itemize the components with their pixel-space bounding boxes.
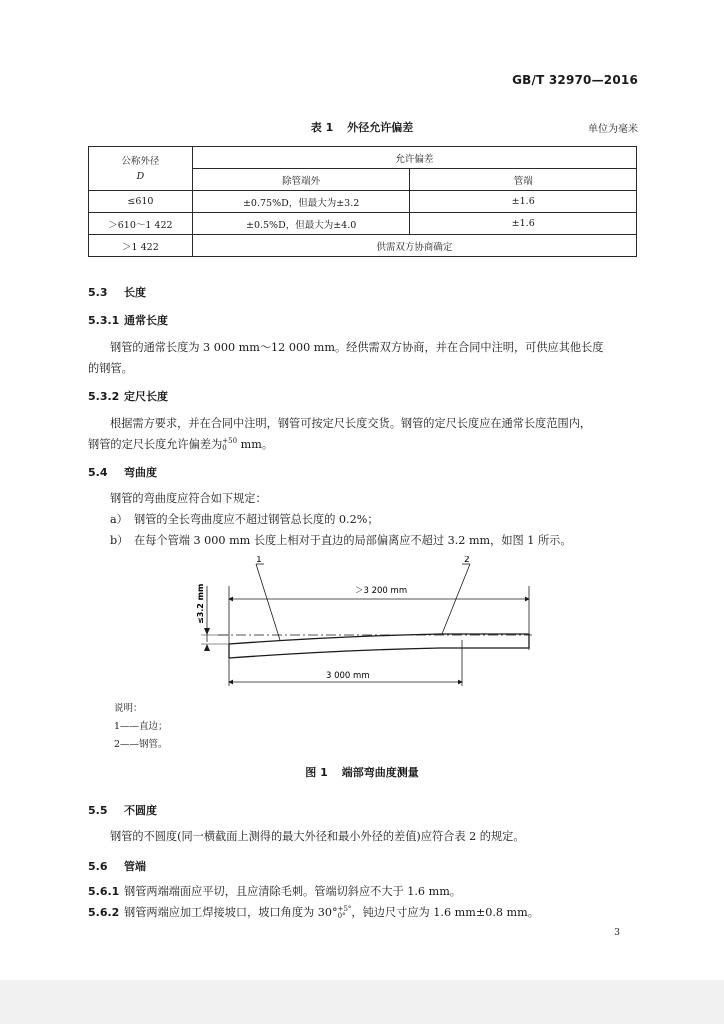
table-row xyxy=(89,191,637,213)
figure-legend-item-2: 2——钢管。 xyxy=(114,739,168,750)
text-run: mm。 xyxy=(237,438,274,451)
section-5-3-heading xyxy=(88,284,146,300)
section-number: 5.5 xyxy=(88,804,108,817)
pipe-top-edge xyxy=(229,634,529,644)
section-number: 5.6 xyxy=(88,860,108,873)
section-title: 管端 xyxy=(124,860,146,873)
list-text: 在每个管端 3 000 mm 长度上相对于直边的局部偏离应不超过 3.2 mm，如图 1 所示。 xyxy=(134,534,572,547)
section-title: 长度 xyxy=(124,286,146,299)
list-label: b） xyxy=(110,534,129,547)
page-number: 3 xyxy=(614,928,620,938)
section-5-6-heading xyxy=(88,858,146,874)
cell-nominal: ＞610～1 422 xyxy=(89,213,193,235)
paragraph-line: 钢管的通常长度为 3 000 mm～12 000 mm。经供需双方协商，并在合同中注明，可供应其他长度 xyxy=(110,341,604,354)
section-title: 不圆度 xyxy=(124,804,157,817)
table-header-row xyxy=(89,147,637,169)
callout-label-1: 1 xyxy=(256,556,262,565)
list-item xyxy=(88,530,648,551)
paragraph-line: 钢管的弯曲度应符合如下规定： xyxy=(110,492,267,505)
cell-merged-tolerance: 供需双方协商确定 xyxy=(192,235,636,257)
section-number: 5.4 xyxy=(88,466,108,479)
section-5-4-paragraph xyxy=(88,488,648,551)
section-title: 弯曲度 xyxy=(124,466,157,479)
standard-number: GB/T 32970—2016 xyxy=(512,73,638,87)
section-number: 5.3.2 xyxy=(88,390,120,403)
list-item xyxy=(88,509,648,530)
paragraph-line: 的钢管。 xyxy=(88,362,133,375)
cell-end-tolerance: ±1.6 xyxy=(410,191,637,213)
cell-end-tolerance: ±1.6 xyxy=(410,213,637,235)
cell-nominal: ≤610 xyxy=(89,191,193,213)
table-1-number: 表 1 xyxy=(310,121,334,134)
tolerance-limits xyxy=(222,438,237,452)
figure-number: 图 1 xyxy=(305,766,328,779)
table-row xyxy=(89,235,637,257)
text-run: 钢管两端应加工焊接坡口，坡口角度为 30° xyxy=(124,906,338,919)
upper-limit: +5° xyxy=(337,905,352,913)
header-tolerance: 允许偏差 xyxy=(192,147,636,169)
subheader-end: 管端 xyxy=(410,169,637,191)
table-row xyxy=(89,213,637,235)
deviation-arrow-top xyxy=(204,628,210,635)
section-5-3-2-heading xyxy=(88,388,168,404)
cell-body-tolerance: ±0.5%D，但最大为±4.0 xyxy=(192,213,410,235)
list-text: 钢管的全长弯曲度应不超过钢管总长度的 0.2%； xyxy=(134,513,379,526)
text-run: ，钝边尺寸应为 1.6 mm±0.8 mm。 xyxy=(351,906,539,919)
paragraph-line: 根据需方要求，并在合同中注明，钢管可按定尺长度交货。钢管的定尺长度应在通常长度范围内， xyxy=(110,417,592,430)
paragraph-line xyxy=(88,434,648,455)
section-5-3-1-heading xyxy=(88,312,168,328)
callout-label-2: 2 xyxy=(464,556,470,565)
end-straightness-diagram xyxy=(180,556,540,688)
table-1-title-text: 外径允许偏差 xyxy=(347,121,414,134)
figure-1-caption xyxy=(0,764,724,780)
lower-limit: 0° xyxy=(337,912,346,920)
dimension-label-vertical: ≤3.2 mm xyxy=(196,583,205,624)
section-title: 通常长度 xyxy=(124,314,168,327)
figure-caption-text: 端部弯曲度测量 xyxy=(341,766,419,779)
dimension-label-bottom: 3 000 mm xyxy=(326,671,370,681)
section-title: 定尺长度 xyxy=(124,390,168,403)
pipe-bottom-edge xyxy=(229,648,529,658)
header-nominal-diameter xyxy=(89,147,193,191)
section-5-6-2-paragraph xyxy=(88,902,648,923)
section-5-5-paragraph: 钢管的不圆度(同一横截面上测得的最大外径和最小外径的差值)应符合表 2 的规定。 xyxy=(110,830,525,843)
cell-nominal: ＞1 422 xyxy=(89,235,193,257)
leader-line-1 xyxy=(256,564,280,640)
viewer-bottom-bar xyxy=(0,980,724,1024)
paragraph-text: 钢管两端端面应平切，且应清除毛刺。管端切斜应不大于 1.6 mm。 xyxy=(124,885,461,898)
header-nominal-label: 公称外径 xyxy=(121,155,160,167)
dimension-label-top: ＞3 200 mm xyxy=(355,586,408,596)
table-1-unit: 单位为毫米 xyxy=(588,124,638,135)
figure-legend-title: 说明： xyxy=(114,703,143,714)
list-label: a） xyxy=(110,513,128,526)
header-nominal-symbol: D xyxy=(136,170,145,182)
cell-body-tolerance: ±0.75%D，但最大为±3.2 xyxy=(192,191,410,213)
section-5-6-1-paragraph xyxy=(88,881,648,902)
section-number: 5.3.1 xyxy=(88,314,120,327)
section-5-3-1-paragraph xyxy=(88,337,648,379)
angle-tolerance xyxy=(338,906,352,920)
section-number: 5.6.2 xyxy=(88,906,120,919)
section-5-3-2-paragraph xyxy=(88,413,648,455)
tolerance-table xyxy=(88,146,637,257)
text-run: 钢管的定尺长度允许偏差为 xyxy=(88,438,223,451)
section-5-5-heading xyxy=(88,802,157,818)
section-number: 5.3 xyxy=(88,286,108,299)
lower-limit: 0 xyxy=(222,444,227,452)
subheader-body: 除管端外 xyxy=(192,169,410,191)
section-5-4-heading xyxy=(88,464,157,480)
upper-limit: +50 xyxy=(222,437,238,445)
section-number: 5.6.1 xyxy=(88,885,120,898)
deviation-arrow-bottom xyxy=(204,644,210,651)
figure-legend-item-1: 1——直边； xyxy=(114,721,168,732)
